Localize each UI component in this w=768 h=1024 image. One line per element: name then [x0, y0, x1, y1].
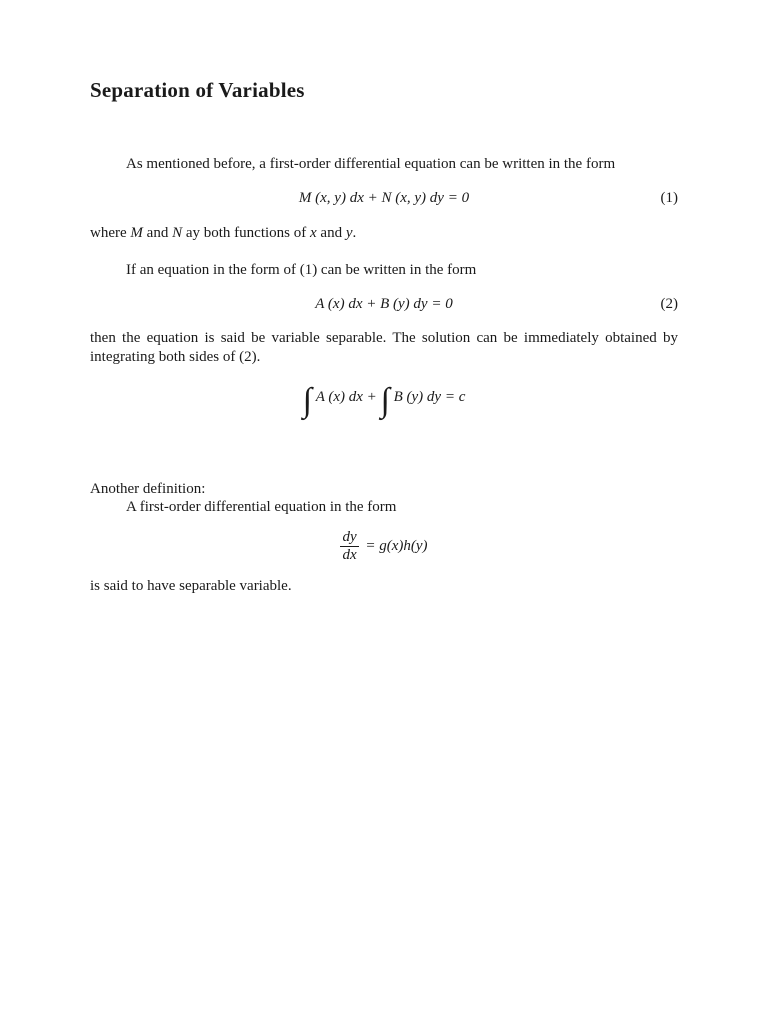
equation-2-expression: A (x) dx + B (y) dy = 0 — [315, 296, 453, 312]
page-title: Separation of Variables — [90, 78, 305, 102]
fraction-denominator: dx — [342, 547, 357, 563]
equation-2-number: (2) — [660, 296, 678, 312]
where-text-a: where — [90, 225, 131, 241]
equation-1-number: (1) — [660, 190, 678, 206]
var-N: N — [172, 225, 183, 241]
equation-2 — [90, 295, 678, 314]
where-text-b: and — [142, 225, 173, 241]
where-paragraph — [90, 224, 678, 243]
equation-1 — [90, 189, 678, 208]
condition-paragraph: If an equation in the form of (1) can be written in the form — [126, 262, 477, 278]
var-M: M — [130, 225, 143, 241]
fraction-numerator: dy — [342, 529, 357, 545]
equation-1-expression: M (x, y) dx + N (x, y) dy = 0 — [298, 190, 470, 206]
integral-sign-2: ∫ — [380, 382, 390, 419]
separable-paragraph: then the equation is said be variable separable. The solution can be immediately obtained by integrating both sides of (2). — [90, 330, 678, 365]
integral-term-1: A (x) dx + — [315, 389, 381, 405]
fraction-equation — [90, 529, 678, 564]
intro-paragraph: As mentioned before, a first-order differential equation can be written in the form — [126, 156, 616, 172]
var-x: x — [310, 225, 317, 241]
derivative-fraction — [340, 529, 358, 564]
integral-equation — [90, 384, 678, 418]
fraction-rhs: = g(x)h(y) — [365, 537, 428, 554]
definition-paragraph: A first-order differential equation in the form — [126, 499, 397, 515]
integral-term-2: B (y) dy = c — [393, 389, 466, 405]
where-text-e: . — [352, 225, 357, 241]
where-text-d: and — [316, 225, 346, 241]
integral-sign-1: ∫ — [302, 382, 312, 419]
closing-paragraph: is said to have separable variable. — [90, 578, 292, 594]
var-y: y — [345, 225, 353, 241]
where-text-c: ay both functions of — [182, 225, 310, 241]
another-definition-label: Another definition: — [90, 481, 206, 497]
